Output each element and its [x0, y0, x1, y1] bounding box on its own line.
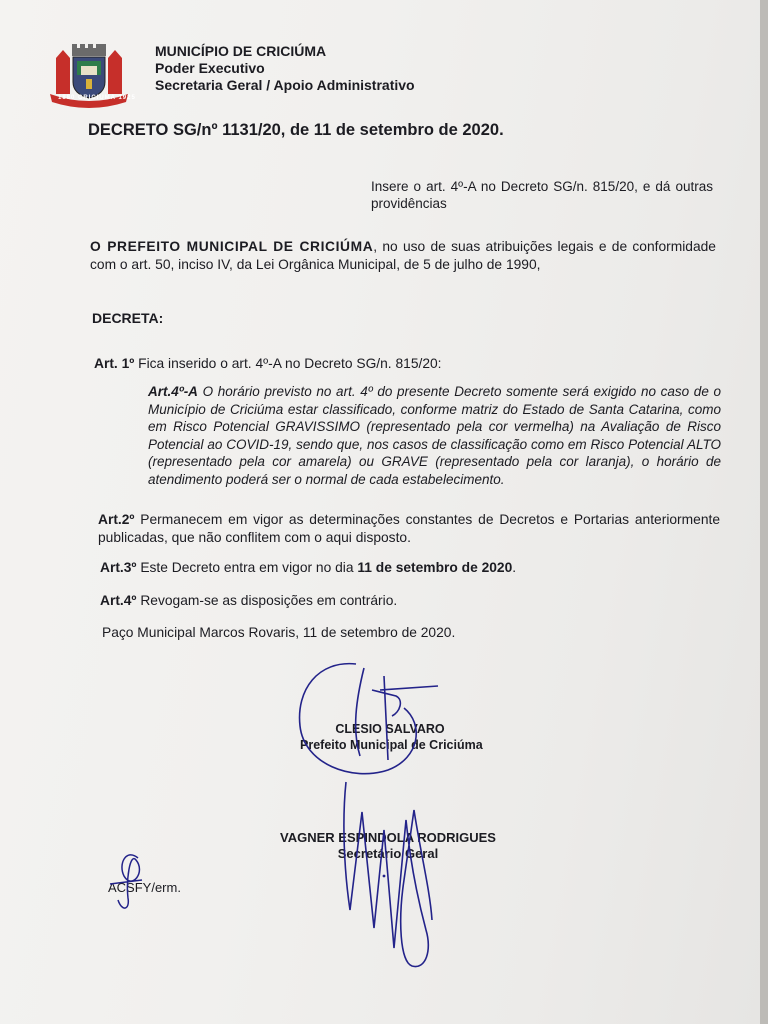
mayor-signature-mark	[300, 664, 417, 774]
secretary-signature-mark	[344, 782, 432, 967]
decreta-heading: DECRETA:	[92, 310, 164, 326]
preamble-authority: O PREFEITO MUNICIPAL DE CRICIÚMA	[90, 239, 374, 254]
article-2-text: Permanecem em vigor as determinações constantes de Decretos e Portarias anteriormente publicadas, que não conflitem com o aqui disposto.	[98, 512, 720, 545]
secretary-role: Secretário Geral	[337, 846, 439, 861]
article-4-text: Revogam-se as disposições em contrário.	[136, 593, 398, 608]
article-2-label: Art.2º	[98, 512, 135, 527]
header-department: Secretaria Geral / Apoio Administrativo	[155, 77, 415, 93]
article-1-text: Fica inserido o art. 4º-A no Decreto SG/n. 815/20:	[134, 356, 442, 371]
decree-summary: Insere o art. 4º-A no Decreto SG/n. 815/20, e dá outras providências	[371, 179, 713, 211]
initials-flourish	[110, 855, 142, 908]
mayor-role: Prefeito Municipal de Criciúma	[300, 738, 483, 752]
decree-title: DECRETO SG/nº 1131/20, de 11 de setembro de 2020.	[88, 121, 504, 139]
article-1-label: Art. 1º	[94, 356, 135, 371]
article-3-text: Este Decreto entra em vigor no dia	[136, 560, 358, 575]
article-4-label: Art.4º	[100, 593, 137, 608]
header-branch: Poder Executivo	[155, 60, 265, 76]
article-3-label: Art.3º	[100, 560, 137, 575]
article-3-date: 11 de setembro de 2020	[357, 560, 513, 575]
place-and-date: Paço Municipal Marcos Rovaris, 11 de setembro de 2020.	[102, 625, 456, 640]
header-municipality: MUNICÍPIO DE CRICIÚMA	[155, 43, 327, 59]
article-4a-label: Art.4º-A	[148, 384, 198, 399]
article-3-end: .	[512, 560, 517, 575]
article-4a-text: O horário previsto no art. 4º do presente Decreto somente será exigido no caso de o Município de Criciúma estar classificado, conforme matriz do Estado de Santa Catarina, como em Risco Potencial GRAVISSIMO (representado pela cor vermelha) na Avaliação de Risco Potencial ao COVID-19, sendo que, nos casos de classificação como em Risco Potencial ALTO (representado pela cor amarela) ou GRAVE (representado pela cor laranja), o horário de atendimento poderá ser o normal de cada estabelecimento.	[148, 384, 721, 487]
secretary-name: VAGNER ESPINDOLA RODRIGUES	[280, 830, 496, 845]
mayor-signature-mark-2	[356, 668, 438, 760]
preamble-text: , no uso de suas atribuições legais e de conformidade com o art. 50, inciso IV, da Lei Orgânica Municipal, de 5 de julho de 1990,	[90, 239, 716, 272]
drafter-initials: ACSFY/erm.	[108, 880, 181, 895]
seal-ribbon-text: 1880 CRICIUMA 1925	[58, 95, 136, 101]
mayor-name: CLESIO SALVARO	[335, 722, 445, 736]
